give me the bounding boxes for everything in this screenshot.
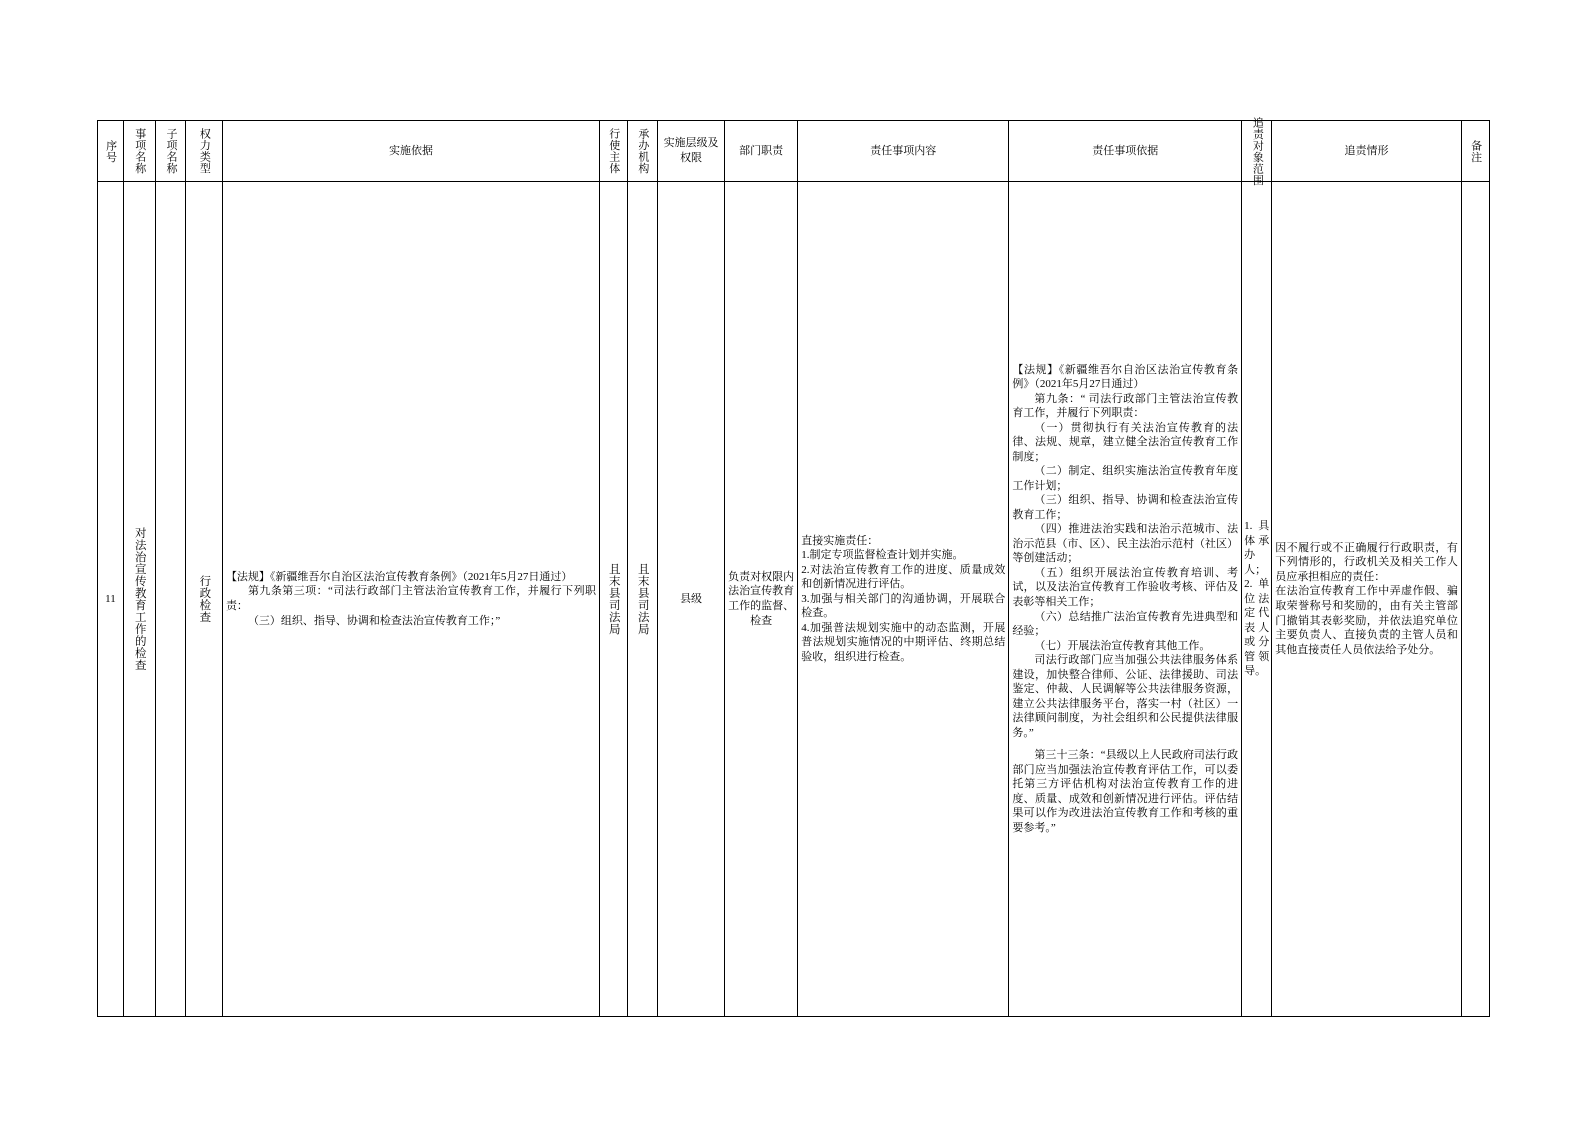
header-level	[658, 121, 725, 182]
cell-power-type-text: 行政检查	[198, 575, 211, 623]
header-resp-content	[798, 121, 1009, 182]
header-org	[628, 121, 658, 182]
resp-basis-para-11: 第三十三条：“县级以上人民政府司法行政部门应当加强法治宣传教育评估工作，可以委托第三方评估机构对法治宣传教育工作的进度、质量、成效和创新情况进行评估。评估结果可以作为改进法治宣传教育工作和考核的重要参考。”	[1012, 749, 1239, 834]
cell-subject-text: 且末县司法局	[607, 563, 620, 635]
situation-para-2: 在法治宣传教育工作中弄虚作假、骗取荣誉称号和奖励的，由有关主管部门撤销其表彰奖励，并依法追究单位主要负责人、直接负责的主管人员和其他直接责任人员依法给予处分。	[1275, 585, 1458, 656]
header-item-name-label: 事项名称	[133, 128, 146, 174]
basis-para-2: 第九条第三项：“司法行政部门主管法治宣传教育工作，并履行下列职责：	[225, 585, 597, 612]
header-org-label: 承办机构	[636, 128, 649, 174]
header-remark	[1461, 121, 1489, 182]
resp-basis-para-6: （四）推进法治实践和法治示范城市、法治示范县（市、区）、民主法治示范村（社区）等创建活动；	[1012, 523, 1239, 565]
header-level-label: 实施层级及权限	[663, 137, 719, 164]
header-situation	[1272, 121, 1462, 182]
cell-sub-name	[156, 182, 186, 1017]
resp-content-para-1: 直接实施责任：	[801, 534, 879, 547]
header-object-label: 追责对象范围	[1251, 116, 1264, 186]
basis-para-3: （三）组织、指导、协调和检查法治宣传教育工作；”	[247, 614, 501, 627]
cell-item-name	[123, 182, 155, 1017]
resp-content-para-3: 2.对法治宣传教育工作的进度、质量成效和创新情况进行评估。	[801, 563, 1006, 591]
header-duty	[724, 121, 797, 182]
resp-content-para-4: 3.加强与相关部门的沟通协调，开展联合检查。	[801, 592, 1006, 620]
situation-para-1: 因不履行或不正确履行行政职责，有下列情形的，行政机关及相关工作人员应承担相应的责任：	[1275, 541, 1458, 583]
header-power-type	[186, 121, 223, 182]
object-para-1: 1.具体承办人；	[1244, 520, 1270, 576]
header-resp-content-label: 责任事项内容	[870, 144, 937, 157]
cell-resp-basis-paras	[1012, 363, 1238, 836]
header-sub-name-label: 子项名称	[164, 128, 177, 174]
resp-content-para-5: 4.加强普法规划实施中的动态监测，开展普法规划实施情况的中期评估、终期总结验收，组织进行检查。	[801, 621, 1006, 663]
resp-basis-para-8: （六）总结推广法治宣传教育先进典型和经验；	[1012, 610, 1239, 638]
header-power-type-label: 权力类型	[198, 128, 211, 174]
cell-org-text: 且末县司法局	[636, 563, 649, 635]
table-row	[98, 182, 1490, 1017]
cell-situation-paras	[1275, 541, 1458, 657]
header-seq	[98, 121, 124, 182]
header-remark-label: 备注	[1469, 139, 1482, 163]
header-subject-label: 行使主体	[607, 128, 620, 174]
cell-object-paras	[1244, 519, 1269, 679]
header-object	[1242, 116, 1272, 186]
resp-basis-para-5: （三）组织、指导、协调和检查法治宣传教育工作；	[1012, 494, 1239, 521]
resp-basis-para-2: 第九条：“ 司法行政部门主管法治宣传教育工作，并履行下列职责：	[1012, 392, 1239, 420]
cell-resp-content	[798, 182, 1009, 1017]
cell-item-name-text: 对法治宣传教育工作的检查	[133, 527, 146, 671]
cell-seq: 11	[98, 182, 124, 1017]
header-item-name	[123, 121, 155, 182]
resp-basis-para-1: 【法规】《新疆维吾尔自治区法治宣传教育条例》（2021年5月27日通过）	[1012, 363, 1239, 391]
cell-org	[628, 182, 658, 1017]
basis-para-1: 【法规】《新疆维吾尔自治区法治宣传教育条例》（2021年5月27日通过）	[225, 570, 573, 583]
resp-basis-para-9: （七）开展法治宣传教育其他工作。	[1034, 639, 1211, 652]
cell-remark	[1461, 182, 1489, 1017]
header-basis	[222, 121, 599, 182]
header-sub-name	[156, 121, 186, 182]
cell-basis-paras	[226, 570, 596, 628]
resp-content-para-2: 1.制定专项监督检查计划并实施。	[801, 549, 964, 562]
header-resp-basis	[1009, 121, 1242, 182]
cell-basis	[222, 182, 599, 1017]
header-subject	[600, 121, 628, 182]
resp-basis-para-7: （五）组织开展法治宣传教育培训、考试，以及法治宣传教育工作验收考核、评估及表彰等相关工作；	[1012, 566, 1239, 608]
cell-level: 县级	[658, 182, 725, 1017]
cell-situation	[1272, 182, 1462, 1017]
cell-resp-basis	[1009, 182, 1242, 1017]
power-responsibility-table	[97, 116, 1490, 1017]
cell-object	[1242, 182, 1272, 1017]
header-resp-basis-label: 责任事项依据	[1092, 144, 1159, 157]
header-situation-label: 追责情形	[1344, 144, 1389, 157]
header-seq-label: 序号	[104, 139, 117, 163]
cell-power-type	[186, 182, 223, 1017]
resp-basis-para-10: 司法行政部门应当加强公共法律服务体系建设，加快整合律师、公证、法律援助、司法鉴定、仲裁、人民调解等公共法律服务资源，建立公共法律服务平台，落实一村（社区）一法律顾问制度，为社会组织和公民提供法律服务。”	[1012, 654, 1239, 739]
cell-duty: 负责对权限内法治宣传教育工作的监督、检查	[724, 182, 797, 1017]
resp-basis-para-4: （二）制定、组织实施法治宣传教育年度工作计划；	[1012, 465, 1239, 492]
cell-subject	[600, 182, 628, 1017]
object-para-2: 2.单位法定代表人或分管领导。	[1244, 578, 1270, 678]
cell-resp-content-paras	[801, 534, 1005, 665]
table-header-row	[98, 121, 1490, 182]
header-duty-label: 部门职责	[739, 144, 784, 157]
resp-basis-para-3: （一）贯彻执行有关法治宣传教育的法律、法规、规章，建立健全法治宣传教育工作制度；	[1012, 421, 1239, 463]
header-basis-label: 实施依据	[388, 144, 433, 157]
